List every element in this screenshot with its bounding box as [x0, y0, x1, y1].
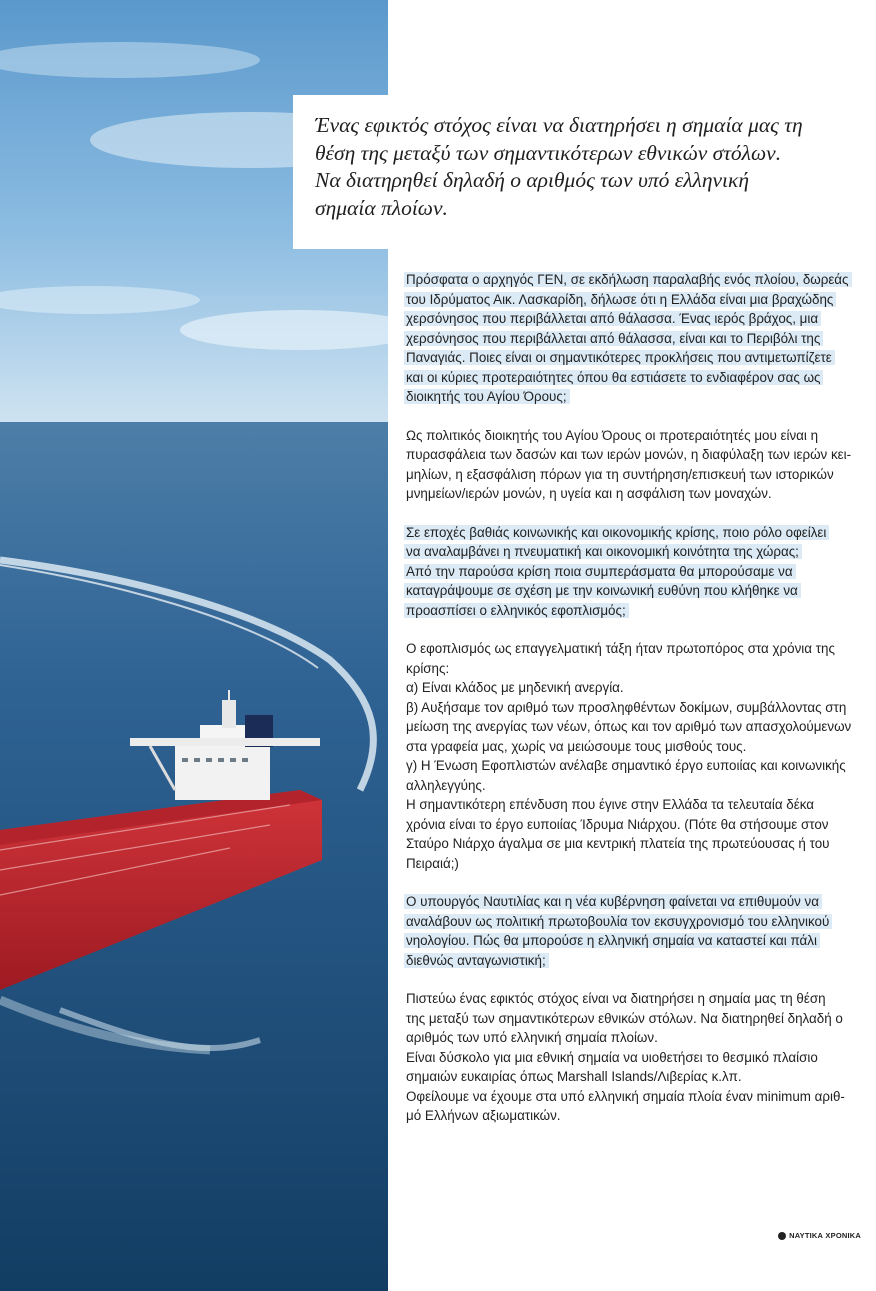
highlighted-text: διοικητής του Αγίου Όρους; — [406, 389, 567, 404]
text-line: αριθμός των υπό ελληνική σημαία πλοίων. — [406, 1030, 658, 1045]
text-line: μείωση της ανεργίας των νέων, όπως και τον αριθμό των απασχολούμενων — [406, 719, 852, 734]
text-line: α) Είναι κλάδος με μηδενική ανεργία. — [406, 680, 624, 695]
text-line — [406, 348, 876, 368]
text-line: αλληλεγγύης. — [406, 777, 486, 793]
text-line — [406, 270, 876, 290]
text-line: Οφείλουμε να έχουμε στα υπό ελληνική σημαία πλοία έναν minimum αριθ- — [406, 1088, 845, 1104]
highlighted-text: διεθνώς ανταγωνιστική; — [406, 952, 546, 968]
text-line: χρόνια είναι το έργο ευποιίας Ίδρυμα Νιάρχου. (Πότε θα στήσουμε στον — [406, 816, 829, 832]
text-line: Πειραιά;) — [406, 855, 459, 871]
interview-answer — [406, 989, 876, 1126]
text-line: σημαιών ευκαιρίας όπως Marshall Islands/Λιβερίας κ.λπ. — [406, 1069, 742, 1084]
interview-article — [406, 270, 876, 1145]
interview-question — [406, 523, 876, 621]
text-line — [406, 601, 876, 621]
footer-publication — [778, 1231, 861, 1240]
text-line: στα γραφεία μας, χωρίς να μειώσουμε τους μισθούς τους. — [406, 738, 747, 754]
text-line: Σταύρο Νιάρχο άγαλμα σε μια κεντρική πλατεία της πρωτεύουσας ή του — [406, 836, 830, 851]
text-line — [406, 387, 876, 407]
text-line — [406, 368, 876, 388]
text-line: Ο εφοπλισμός ως επαγγελματική τάξη ήταν πρωτοπόρος στα χρόνια της — [406, 641, 835, 656]
interview-answer — [406, 639, 876, 873]
interview-answer — [406, 426, 876, 504]
text-line — [406, 329, 876, 349]
highlighted-text: καταγράψουμε σε σχέση με την κοινωνική ευθύνη που κλήθηκε να — [406, 583, 798, 598]
text-line: μνημείων/ιερών μονών, η υγεία και η ασφάλιση των μοναχών. — [406, 486, 772, 501]
text-line: μό Ελλήνων αξιωματικών. — [406, 1108, 561, 1123]
highlighted-text: και οι κύριες προτεραιότητες όπου θα εστιάσετε το ενδιαφέρον σας ως — [406, 369, 821, 385]
text-line — [406, 892, 876, 912]
highlighted-text: νηολογίου. Πώς θα μπορούσε η ελληνική σημαία να καταστεί και πάλι — [406, 933, 817, 948]
text-line: γ) Η Ένωση Εφοπλιστών ανέλαβε σημαντικό έργο ευποιίας και κοινωνικής — [406, 758, 846, 773]
text-line: μηλίων, η εξασφάλιση πόρων για τη συντήρηση/επισκευή των ιστορικών — [406, 466, 834, 482]
text-line: β) Αυξήσαμε τον αριθμό των προσληφθέντων δοκίμων, συμβάλλοντας στη — [406, 699, 847, 715]
text-line — [406, 581, 876, 601]
text-line — [406, 309, 876, 329]
text-line — [406, 931, 876, 951]
pull-quote — [293, 95, 824, 249]
pull-quote-text: Ένας εφικτός στόχος είναι να διατηρήσει η σημαία μας τη θέση της μεταξύ των σημαντικότερων εθνικών στόλων. Να διατηρηθεί δηλαδή ο αριθμός των υπό ελληνική σημαία πλοίων. — [315, 113, 803, 220]
highlighted-text: του Ιδρύματος Αικ. Λασκαρίδη, δήλωσε ότι η Ελλάδα είναι μια βραχώδης — [406, 291, 834, 307]
publication-name: ΝΑΥΤΙΚΑ ΧΡΟΝΙΚΑ — [789, 1231, 861, 1240]
highlighted-text: χερσόνησος που περιβάλλεται από θάλασσα. Ένας ιερός βράχος, μια — [406, 311, 819, 326]
text-line — [406, 562, 876, 582]
text-line: Ως πολιτικός διοικητής του Αγίου Όρους οι προτεραιότητές μου είναι η — [406, 427, 819, 443]
text-line: της μεταξύ των σημαντικότερων εθνικών στόλων. Να διατηρηθεί δηλαδή ο — [406, 1010, 843, 1026]
highlighted-text: προασπίσει ο ελληνικός εφοπλισμός; — [406, 602, 626, 618]
text-line — [406, 912, 876, 932]
text-line: Πιστεύω ένας εφικτός στόχος είναι να διατηρήσει η σημαία μας τη θέση — [406, 991, 826, 1006]
highlighted-text: χερσόνησος που περιβάλλεται από θάλασσα, είναι και το Περιβόλι της — [406, 330, 821, 346]
interview-question — [406, 270, 876, 407]
text-line — [406, 951, 876, 971]
highlighted-text: Πρόσφατα ο αρχηγός ΓΕΝ, σε εκδήλωση παραλαβής ενός πλοίου, δωρεάς — [406, 272, 849, 287]
interview-question — [406, 892, 876, 970]
text-line: Η σημαντικότερη επένδυση που έγινε στην Ελλάδα τα τελευταία δέκα — [406, 797, 814, 812]
highlighted-text: Από την παρούσα κρίση ποια συμπεράσματα θα μπορούσαμε να — [406, 563, 793, 579]
publication-logo-icon — [778, 1232, 786, 1240]
highlighted-text: Ο υπουργός Ναυτιλίας και η νέα κυβέρνηση φαίνεται να επιθυμούν να — [406, 894, 819, 909]
text-line: πυρασφάλεια των δασών και των ιερών μονών, η διαφύλαξη των ιερών κει- — [406, 447, 852, 462]
text-line: κρίσης: — [406, 660, 450, 676]
highlighted-text: να αναλαμβάνει η πνευματική και οικονομική κοινότητα της χώρας; — [406, 544, 799, 559]
highlighted-text: Παναγιάς. Ποιες είναι οι σημαντικότερες προκλήσεις που αντιμετωπίζετε — [406, 350, 832, 365]
text-line — [406, 523, 876, 543]
text-line: Είναι δύσκολο για μια εθνική σημαία να υιοθετήσει το θεσμικό πλαίσιο — [406, 1049, 818, 1065]
text-line — [406, 290, 876, 310]
text-line — [406, 542, 876, 562]
highlighted-text: Σε εποχές βαθιάς κοινωνικής και οικονομικής κρίσης, ποιο ρόλο οφείλει — [406, 524, 827, 540]
highlighted-text: αναλάβουν ως πολιτική πρωτοβουλία τον εκσυγχρονισμό του ελληνικού — [406, 913, 830, 929]
